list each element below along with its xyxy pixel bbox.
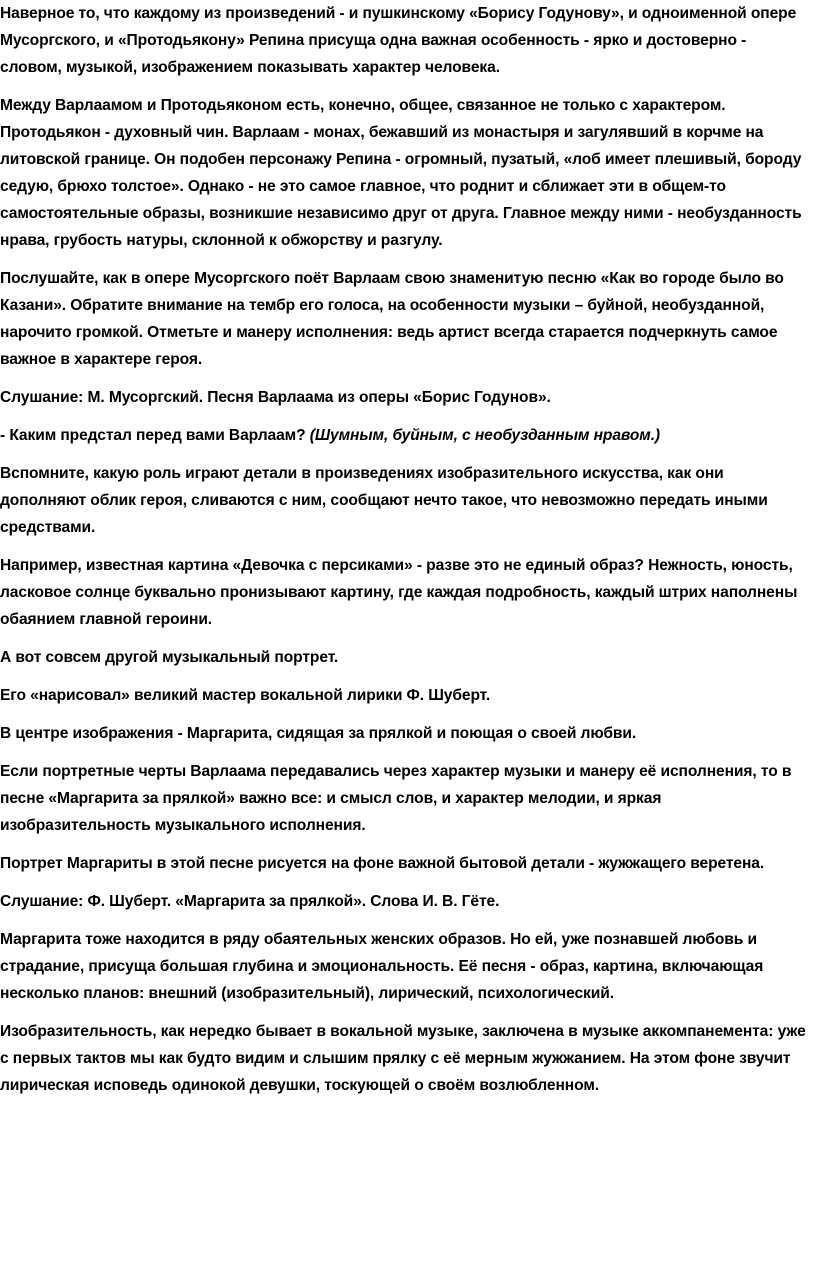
paragraph-question xyxy=(0,422,808,449)
paragraph-listen-opera: Послушайте, как в опере Мусоргского поёт Варлаам свою знаменитую песню «Как во городе было во Казани». Обратите внимание на тембр его голоса, на особенности музыки – буйной, необузданной, нарочито громкой. Отметьте и манеру исполнения: ведь артист всегда старается подчеркнуть самое важное в характере героя. xyxy=(0,270,784,368)
paragraph-varlaam-protodeacon: Между Варлаамом и Протодьяконом есть, конечно, общее, связанное не только с характером. Протодьякон - духовный чин. Варлаам - монах, бежавший из монастыря и загулявший в корчме на литовской границе. Он подобен персонажу Репина - огромный, пузатый, «лоб имеет плешивый, бороду седую, брюхо толстое». Однако - не это самое главное, что роднит и сближает эти в общем-то самостоятельные образы, возникшие независимо друг от друга. Главное между ними - необузданность нрава, грубость натуры, склонной к обжорству и разгулу. xyxy=(0,97,802,249)
paragraph-another-portrait: А вот совсем другой музыкальный портрет. xyxy=(0,649,339,666)
paragraph-portrait-traits: Если портретные черты Варлаама передавались через характер музыки и манеру её исполнения, то в песне «Маргарита за прялкой» важно все: и смысл слов, и характер мелодии, и яркая изобразительность музыкального исполнения. xyxy=(0,763,792,834)
paragraph-details: Вспомните, какую роль играют детали в произведениях изобразительного искусства, как они дополняют облик героя, сливаются с ним, сообщают нечто такое, что невозможно передать иными средствами. xyxy=(0,465,768,536)
paragraph-intro: Наверное то, что каждому из произведений - и пушкинскому «Борису Годунову», и одноименной опере Мусоргского, и «Протодьякону» Репина присуща одна важная особенность - ярко и достоверно - словом, музыкой, изображением показывать характер человека. xyxy=(0,5,797,76)
paragraph-margarita-center: В центре изображения - Маргарита, сидящая за прялкой и поющая о своей любви. xyxy=(0,725,637,742)
paragraph-listening-schubert: Слушание: Ф. Шуберт. «Маргарита за прялкой». Слова И. В. Гёте. xyxy=(0,893,500,910)
paragraph-schubert: Его «нарисовал» великий мастер вокальной лирики Ф. Шуберт. xyxy=(0,687,491,704)
paragraph-girl-peaches: Например, известная картина «Девочка с персиками» - разве это не единый образ? Нежность, юность, ласковое солнце буквально пронизывают картину, где каждая подробность, каждый штрих наполнены обаянием главной героини. xyxy=(0,557,798,628)
question-text: - Каким предстал перед вами Варлаам? xyxy=(0,427,310,444)
paragraph-spindle: Портрет Маргариты в этой песне рисуется на фоне важной бытовой детали - жужжащего веретена. xyxy=(0,855,765,872)
paragraph-listening-mussorgsky: Слушание: М. Мусоргский. Песня Варлаама из оперы «Борис Годунов». xyxy=(0,389,551,406)
paragraph-accompaniment: Изобразительность, как нередко бывает в вокальной музыке, заключена в музыке аккомпанемента: уже с первых тактов мы как будто видим и слышим прялку с её мерным жужжанием. На этом фоне звучит лирическая исповедь одинокой девушки, тоскующей о своём возлюбленном. xyxy=(0,1023,806,1094)
question-answer: (Шумным, буйным, с необузданным нравом.) xyxy=(309,427,661,444)
paragraph-margarita-depth: Маргарита тоже находится в ряду обаятельных женских образов. Но ей, уже познавшей любовь и страдание, присуща большая глубина и эмоциональность. Её песня - образ, картина, включающая несколько планов: внешний (изобразительный), лирический, психологический. xyxy=(0,931,764,1002)
